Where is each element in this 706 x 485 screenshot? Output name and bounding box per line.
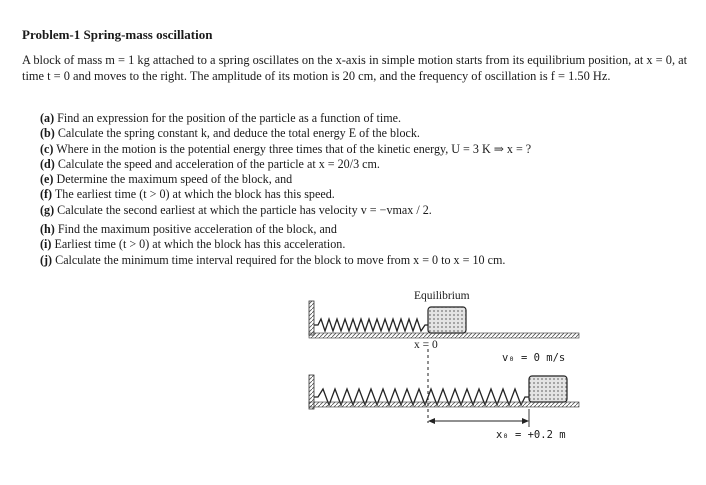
question-text: Calculate the speed and acceleration of the particle at x = 20/3 cm. bbox=[57, 156, 380, 171]
question-a bbox=[40, 111, 700, 126]
spring-top bbox=[314, 319, 428, 331]
question-text: Find an expression for the position of the particle as a function of time. bbox=[57, 111, 402, 125]
ground-top bbox=[309, 333, 579, 338]
wall-top bbox=[309, 301, 314, 335]
question-i bbox=[40, 237, 700, 252]
question-label: (b) bbox=[40, 126, 55, 141]
question-h bbox=[40, 222, 700, 237]
origin-label: x = 0 bbox=[414, 339, 438, 351]
question-label: (f) bbox=[40, 187, 53, 202]
question-text: Determine the maximum speed of the block, and bbox=[56, 172, 293, 187]
block-top bbox=[428, 307, 466, 333]
question-text: Calculate the second earliest at which the particle has velocity v = −vmax / 2. bbox=[57, 202, 432, 217]
question-text: Find the maximum positive acceleration of the block, and bbox=[57, 222, 337, 237]
displacement-label: x₀ = +0.2 m bbox=[496, 429, 566, 441]
question-f bbox=[40, 187, 700, 202]
ground-bottom bbox=[309, 402, 579, 407]
block-bottom bbox=[529, 376, 567, 402]
question-text: Earliest time (t > 0) at which the block has this acceleration. bbox=[54, 237, 346, 252]
initial-velocity-label: v₀ = 0 m/s bbox=[502, 352, 566, 364]
question-label: (a) bbox=[40, 111, 55, 125]
question-c bbox=[40, 142, 700, 157]
question-label: (e) bbox=[40, 172, 54, 187]
question-text: Calculate the spring constant k, and deduce the total energy E of the block. bbox=[57, 126, 420, 141]
question-label: (d) bbox=[40, 156, 55, 171]
question-label: (i) bbox=[40, 237, 52, 252]
question-text: The earliest time (t > 0) at which the block has this speed. bbox=[54, 187, 335, 202]
question-label: (j) bbox=[40, 252, 53, 267]
arrowhead-left bbox=[428, 418, 435, 424]
spring-mass-diagram bbox=[300, 285, 600, 445]
question-e bbox=[40, 172, 700, 187]
question-j bbox=[40, 253, 700, 268]
equilibrium-label: Equilibrium bbox=[414, 290, 470, 302]
question-label: (c) bbox=[40, 141, 54, 156]
question-text: Where in the motion is the potential energy three times that of the kinetic energy, U = 3 K ⇒ x = ? bbox=[56, 141, 532, 156]
problem-statement: A block of mass m = 1 kg attached to a spring oscillates on the x-axis in simple motion starts from its equilibrium position, at x = 0, at time t = 0 and moves to the right. The amplitude of its motion is 20 cm, and the frequency of oscillation is f = 1.50 Hz. bbox=[22, 53, 688, 83]
question-text: Calculate the minimum time interval required for the block to move from x = 0 to x = 10 cm. bbox=[55, 252, 506, 267]
question-g bbox=[40, 203, 700, 218]
arrowhead-right bbox=[522, 418, 529, 424]
question-d bbox=[40, 157, 700, 172]
question-list bbox=[40, 111, 700, 268]
question-b bbox=[40, 126, 700, 141]
question-label: (g) bbox=[40, 202, 55, 217]
problem-title: Problem-1 Spring-mass oscillation bbox=[22, 27, 213, 42]
question-label: (h) bbox=[40, 222, 55, 237]
